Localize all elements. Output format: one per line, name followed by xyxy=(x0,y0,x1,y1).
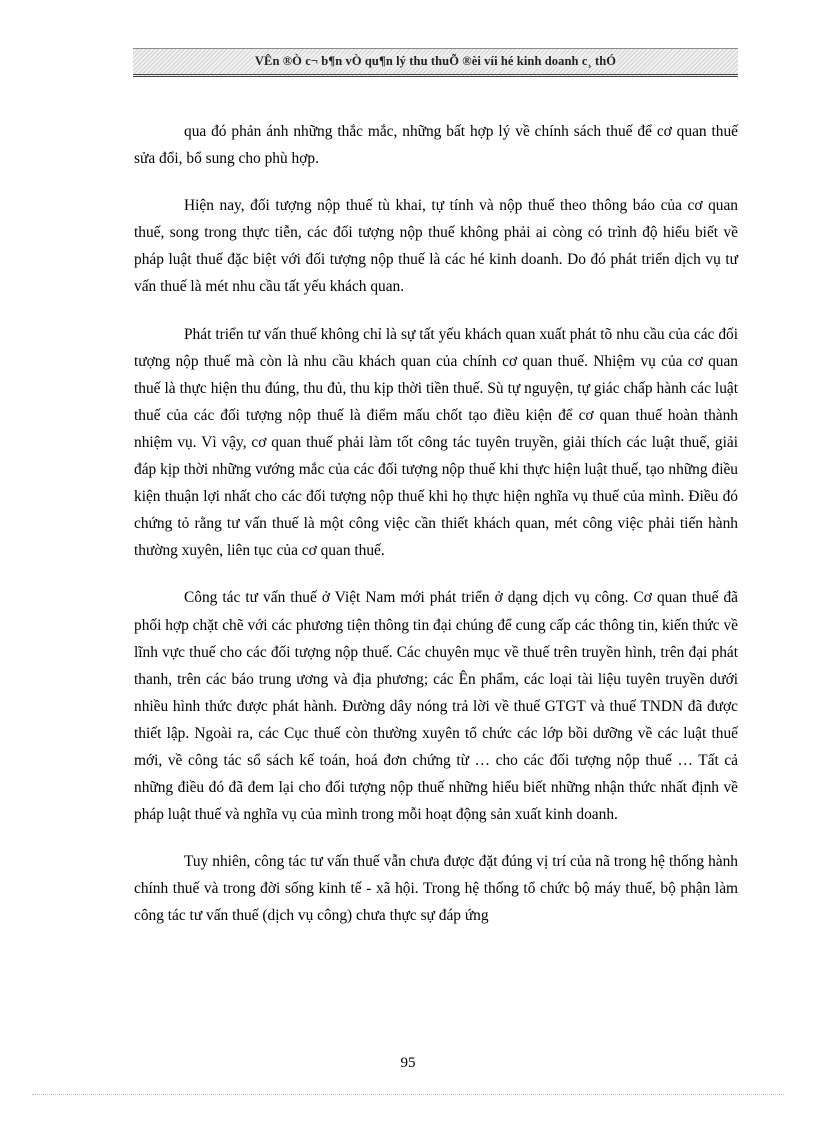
paragraph-5: Tuy nhiên, công tác tư vấn thuế vẫn chưa được đặt đúng vị trí của nã trong hệ thống hành chính thuế và trong đời sống kinh tế - xã hội. Trong hệ thống tổ chức bộ máy thuế, bộ phận làm công tác tư vấn thuế (dịch vụ công) chưa thực sự đáp ứng xyxy=(134,853,738,925)
paragraph-3: Phát triển tư vấn thuế không chỉ là sự tất yếu khách quan xuất phát tõ nhu cầu của các đối tượng nộp thuế mà còn là nhu cầu khách quan của chính cơ quan thuế. Nhiệm vụ của cơ quan thuế là thực hiện thu đúng, thu đủ, thu kịp thời tiền thuế. Sù tự nguyện, tự giác chấp hành các luật thuế của các đối tượng nộp thuế là điểm mấu chốt tạo điều kiện để cơ quan thuế hoàn thành nhiệm vụ. Vì vậy, cơ quan thuế phải làm tốt công tác tuyên truyền, giải thích các luật thuế, giải đáp kịp thời những vướng mắc của các đối tượng nộp thuế khi thực hiện luật thuế, tạo những điều kiện thuận lợi nhất cho các đối tượng nộp thuế khi họ thực hiện nghĩa vụ thuế của mình. Điều đó chứng tỏ rằng tư vấn thuế là một công việc cần thiết khách quan, mét công việc phải tiến hành thường xuyên, liên tục của cơ quan thuế. xyxy=(134,325,738,560)
bottom-divider xyxy=(32,1094,784,1095)
running-header-title: VÊn ®Ò c¬ b¶n vÒ qu¶n lý thu thuÕ ®èi víi hé kinh doanh c¸ thÓ xyxy=(254,54,617,68)
paragraph-2: Hiện nay, đối tượng nộp thuế tù khai, tự tính và nộp thuế theo thông báo của cơ quan thuế, song trong thực tiễn, các đối tượng nộp thuế không phải ai còng có trình độ hiểu biết về pháp luật thuế đặc biệt với đối tượng nộp thuế là các hé kinh doanh. Do đó phát triển dịch vụ tư vấn thuế là mét nhu cầu tất yếu khách quan. xyxy=(134,197,738,296)
body-text xyxy=(134,118,738,950)
paragraph-1: qua đó phản ánh những thắc mắc, những bất hợp lý về chính sách thuế để cơ quan thuế sửa đổi, bổ sung cho phù hợp. xyxy=(134,123,738,168)
running-header xyxy=(133,48,738,77)
paragraph-4: Công tác tư vấn thuế ở Việt Nam mới phát triển ở dạng dịch vụ công. Cơ quan thuế đã phối hợp chặt chẽ với các phương tiện thông tin đại chúng để cung cấp các thông tin, kiến thức về lĩnh vực thuế cho các đối tượng nộp thuế. Các chuyên mục về thuế trên truyền hình, trên đại phát thanh, trên các báo trung ương và địa phương; các Ên phẩm, các loại tài liệu tuyên truyền dưới nhiều hình thức được phát hành. Đường dây nóng trả lời về thuế GTGT và thuế TNDN đã được thiết lập. Ngoài ra, các Cục thuế còn thường xuyên tổ chức các lớp bồi dưỡng về các luật thuế mới, về công tác sổ sách kế toán, hoá đơn chứng từ … cho các đối tượng nộp thuế … Tất cả những điều đó đã đem lại cho đối tượng nộp thuế những hiểu biết những nhận thức nhất định về pháp luật thuế và nghĩa vụ của mình trong mỗi hoạt động sản xuất kinh doanh. xyxy=(134,589,738,824)
page-number: 95 xyxy=(400,1055,416,1071)
